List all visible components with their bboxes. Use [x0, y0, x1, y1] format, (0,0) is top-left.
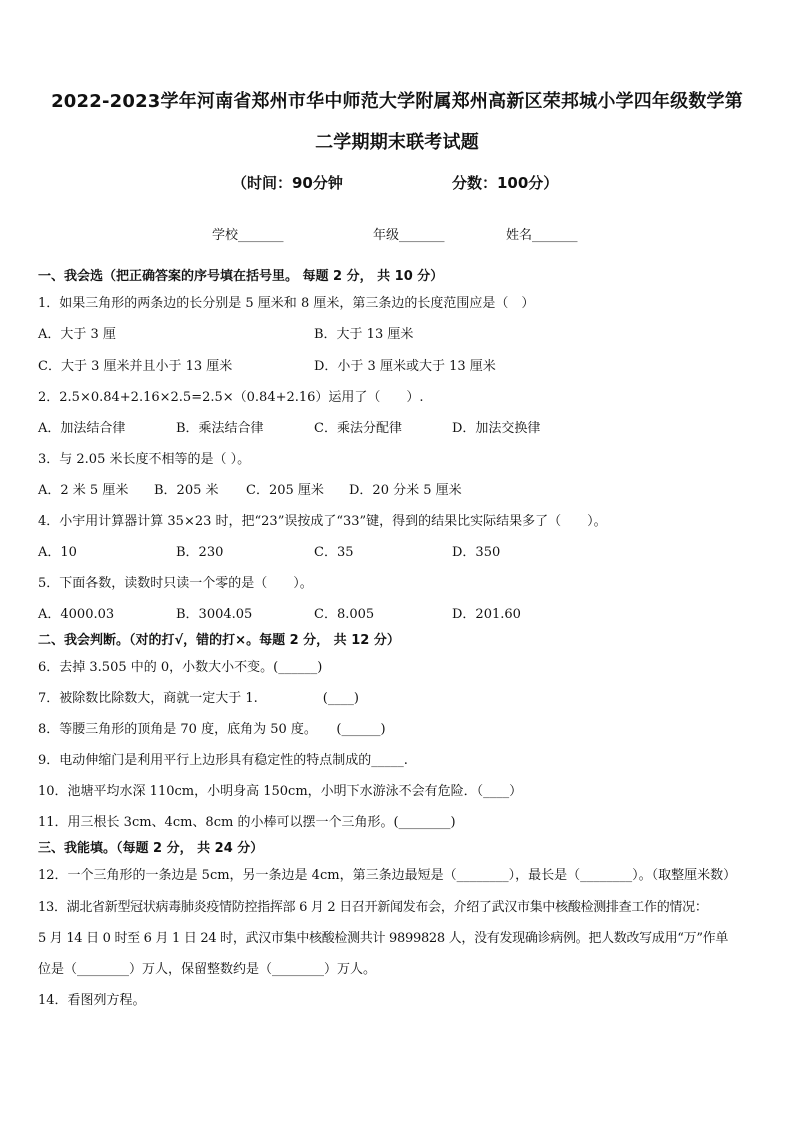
option-a: A．大于 3 厘: [38, 327, 116, 342]
fill-question-cont: 位是（________）万人，保留整数约是（________）万人。: [38, 962, 377, 977]
option-c: C．205 厘米: [246, 483, 324, 498]
judgement-item: 7．被除数比除数大，商就一定大于 1. (____): [38, 691, 359, 706]
judgement-item: 11．用三根长 3cm、4cm、8cm 的小棒可以摆一个三角形。(________): [38, 815, 456, 830]
school-field[interactable]: 学校_______: [212, 228, 284, 243]
fill-question-cont: 5 月 14 日 0 时至 6 月 1 日 24 时，武汉市集中核酸检测共计 9899828 人，没有发现确诊病例。把人数改写成用“万”作单: [38, 931, 729, 946]
question-stem: 2．2.5×0.84+2.16×2.5=2.5×（0.84+2.16）运用了（ ）.: [38, 390, 424, 405]
option-c: C．35: [314, 545, 354, 560]
judgement-item: 6．去掉 3.505 中的 0，小数大小不变。(______): [38, 660, 323, 675]
section-heading: 二、我会判断。（对的打√，错的打×。每题 2 分， 共 12 分）: [38, 633, 400, 648]
option-b: B．205 米: [154, 483, 219, 498]
option-a: A．2 米 5 厘米: [38, 483, 129, 498]
option-b: B．大于 13 厘米: [314, 327, 414, 342]
name-field[interactable]: 姓名_______: [506, 228, 578, 243]
option-b: B．3004.05: [176, 607, 253, 622]
judgement-item: 9．电动伸缩门是利用平行上边形具有稳定性的特点制成的_____.: [38, 753, 408, 768]
option-d: D．201.60: [452, 607, 521, 622]
option-d: D．350: [452, 545, 501, 560]
option-a: A．4000.03: [38, 607, 115, 622]
option-c: C．大于 3 厘米并且小于 13 厘米: [38, 359, 233, 374]
time-limit: （时间：90分钟: [232, 174, 343, 192]
exam-title-line1: 2022-2023学年河南省郑州市华中师范大学附属郑州高新区荣邦城小学四年级数学第: [51, 91, 743, 112]
grade-field[interactable]: 年级_______: [373, 228, 445, 243]
option-a: A．加法结合律: [38, 421, 126, 436]
option-b: B．乘法结合律: [176, 421, 264, 436]
fill-question: 14．看图列方程。: [38, 993, 146, 1008]
question-stem: 3．与 2.05 米长度不相等的是（ ）。: [38, 452, 251, 467]
question-stem: 5．下面各数，读数时只读一个零的是（ ）。: [38, 576, 313, 591]
judgement-item: 10．池塘平均水深 110cm，小明身高 150cm，小明下水游泳不会有危险．（____）: [38, 784, 523, 799]
option-d: D．小于 3 厘米或大于 13 厘米: [314, 359, 496, 374]
option-c: C．8.005: [314, 607, 375, 622]
question-stem: 1．如果三角形的两条边的长分别是 5 厘米和 8 厘米，第三条边的长度范围应是（ ）: [38, 296, 535, 311]
total-score: 分数：100分）: [452, 174, 559, 192]
option-c: C．乘法分配律: [314, 421, 402, 436]
exam-title-line2: 二学期期末联考试题: [315, 132, 479, 153]
option-d: D．加法交换律: [452, 421, 541, 436]
section-heading: 三、我能填。（每题 2 分， 共 24 分）: [38, 841, 264, 856]
option-b: B．230: [176, 545, 224, 560]
fill-question: 12．一个三角形的一条边是 5cm，另一条边是 4cm，第三条边最短是（________），最长是（________）。（取整厘米数）: [38, 868, 737, 883]
question-stem: 4．小宇用计算器计算 35×23 时，把“23”误按成了“33”键，得到的结果比实际结果多了（ ）。: [38, 514, 607, 529]
option-a: A．10: [38, 545, 77, 560]
fill-question: 13．湖北省新型冠状病毒肺炎疫情防控指挥部 6 月 2 日召开新闻发布会，介绍了武汉市集中核酸检测排查工作的情况：: [38, 900, 708, 915]
judgement-item: 8．等腰三角形的顶角是 70 度，底角为 50 度。 (______): [38, 722, 386, 737]
option-d: D．20 分米 5 厘米: [349, 483, 462, 498]
section-heading: 一、我会选（把正确答案的序号填在括号里。 每题 2 分， 共 10 分）: [38, 269, 444, 284]
